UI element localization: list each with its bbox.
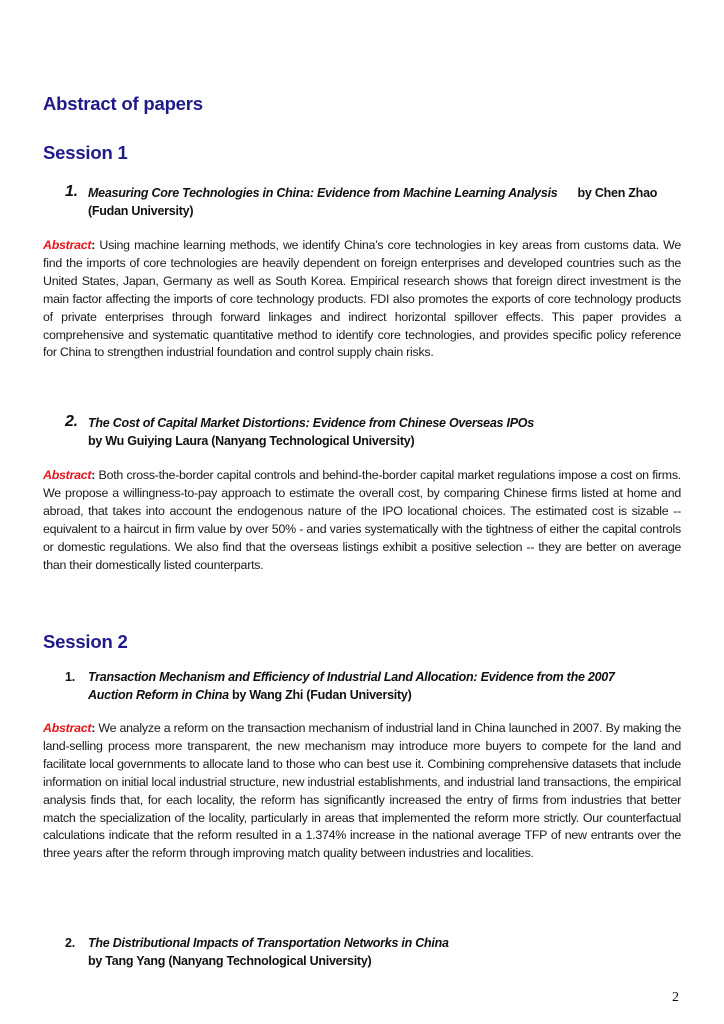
abstract-text: We analyze a reform on the transaction mechanism of industrial land in China launched in 2007. By making the land-selling process more transparent, the new mechanism may introduce more buyers to compete for the land and facilitate local governments to allocate land to those who can best use it. Combining comprehensive datasets that include information on initial local industrial structure, new industrial establishments, and industrial land transactions, the empirical analysis finds that, for each locality, the reform has significantly increased the entry of firms from industries that better match the specialization of the locality, particularly in areas that implemented the reform more strictly. Our counterfactual calculations indicate that the reform resulted in a 1.374% increase in the national average TFP of new entrants over the three years after the reform through improving match quality between industries and localities.: [43, 721, 681, 861]
abstract-label: Abstract: [43, 468, 92, 482]
paper-affiliation: (Fudan University): [88, 204, 194, 218]
abstract-label: Abstract: [43, 721, 92, 735]
paper-heading: [65, 934, 680, 970]
session-1-title: Session 1: [43, 142, 128, 163]
paper-author: by Chen Zhao: [577, 186, 658, 200]
paper-heading: [65, 184, 680, 220]
paper-title: The Cost of Capital Market Distortions: Evidence from Chinese Overseas IPOs: [88, 416, 534, 430]
session-2-title: Session 2: [43, 631, 128, 652]
abstract-text: Both cross-the-border capital controls and behind-the-border capital market regulations impose a cost on firms. We propose a willingness-to-pay approach to estimate the overall cost, by comparing Chinese firms listed at home and abroad, that takes into account the endogenous nature of the IPO locational choices. The estimated cost is sizable -- equivalent to a haircut in firm value by over 50% - and varies systematically with the tightness of either the capital controls or domestic regulations. We also find that the overseas listings exhibit a positive selection -- they are better on average than their domestically listed counterparts.: [43, 468, 681, 572]
paper-number: 2.: [65, 413, 78, 430]
paper-heading: [65, 414, 680, 450]
paper-abstract: Abstract: We analyze a reform on the transaction mechanism of industrial land in China launched in 2007. By making the land-selling process more transparent, the new mechanism may introduce more buyers to compete for the land and facilitate local governments to allocate land to those who can best use it. Combining comprehensive datasets that include information on initial local industrial structure, new industrial establishments, and industrial land transactions, the empirical analysis finds that, for each locality, the reform has significantly increased the entry of firms from industries that better match the specialization of the locality, particularly in areas that implemented the reform more strictly. Our counterfactual calculations indicate that the reform resulted in a 1.374% increase in the national average TFP of new entrants over the three years after the reform through improving match quality between industries and localities.: [43, 721, 681, 861]
paper-title: Transaction Mechanism and Efficiency of Industrial Land Allocation: Evidence from the 2007: [88, 670, 615, 684]
paper-number: 1.: [65, 183, 78, 200]
paper-author: by Tang Yang (Nanyang Technological University): [88, 954, 372, 968]
paper-abstract: Abstract: Both cross-the-border capital controls and behind-the-border capital market regulations impose a cost on firms. We propose a willingness-to-pay approach to estimate the overall cost, by comparing Chinese firms listed at home and abroad, that takes into account the endogenous nature of the IPO locational choices. The estimated cost is sizable -- equivalent to a haircut in firm value by over 50% - and varies systematically with the tightness of either the capital controls or domestic regulations. We also find that the overseas listings exhibit a positive selection -- they are better on average than their domestically listed counterparts.: [43, 468, 681, 572]
paper-title: The Distributional Impacts of Transportation Networks in China: [88, 936, 449, 950]
paper-title: Measuring Core Technologies in China: Evidence from Machine Learning Analysis: [88, 186, 558, 200]
abstract-text: Using machine learning methods, we identify China’s core technologies in key areas from customs data. We find the imports of core technologies are heavily dependent on foreign enterprises and developed countries such as the United States, Japan, Germany as well as South Korea. Empirical research shows that foreign direct investment is the main factor affecting the imports of core technology products. FDI also promotes the exports of core technology products of private enterprises through forward linkages and indirect horizontal spillover effects. This paper provides a comprehensive and systematic quantitative method to identify core technologies, and provides specific policy reference for China to strengthen industrial foundation and control supply chain risks.: [43, 238, 681, 360]
paper-number: 1.: [65, 670, 75, 684]
paper-number: 2.: [65, 936, 75, 950]
paper-author: by Wang Zhi (Fudan University): [228, 688, 412, 702]
page-title: Abstract of papers: [43, 93, 203, 114]
paper-title-cont: Auction Reform in China: [88, 688, 229, 702]
paper-heading: [65, 668, 680, 704]
page-number: 2: [672, 990, 679, 1005]
paper-abstract: Abstract: Using machine learning methods, we identify China’s core technologies in key areas from customs data. We find the imports of core technologies are heavily dependent on foreign enterprises and developed countries such as the United States, Japan, Germany as well as South Korea. Empirical research shows that foreign direct investment is the main factor affecting the imports of core technology products. FDI also promotes the exports of core technology products of private enterprises through forward linkages and indirect horizontal spillover effects. This paper provides a comprehensive and systematic quantitative method to identify core technologies, and provides specific policy reference for China to strengthen industrial foundation and control supply chain risks.: [43, 238, 681, 360]
abstract-label: Abstract: [43, 238, 92, 252]
paper-author: by Wu Guiying Laura (Nanyang Technological University): [88, 434, 415, 448]
